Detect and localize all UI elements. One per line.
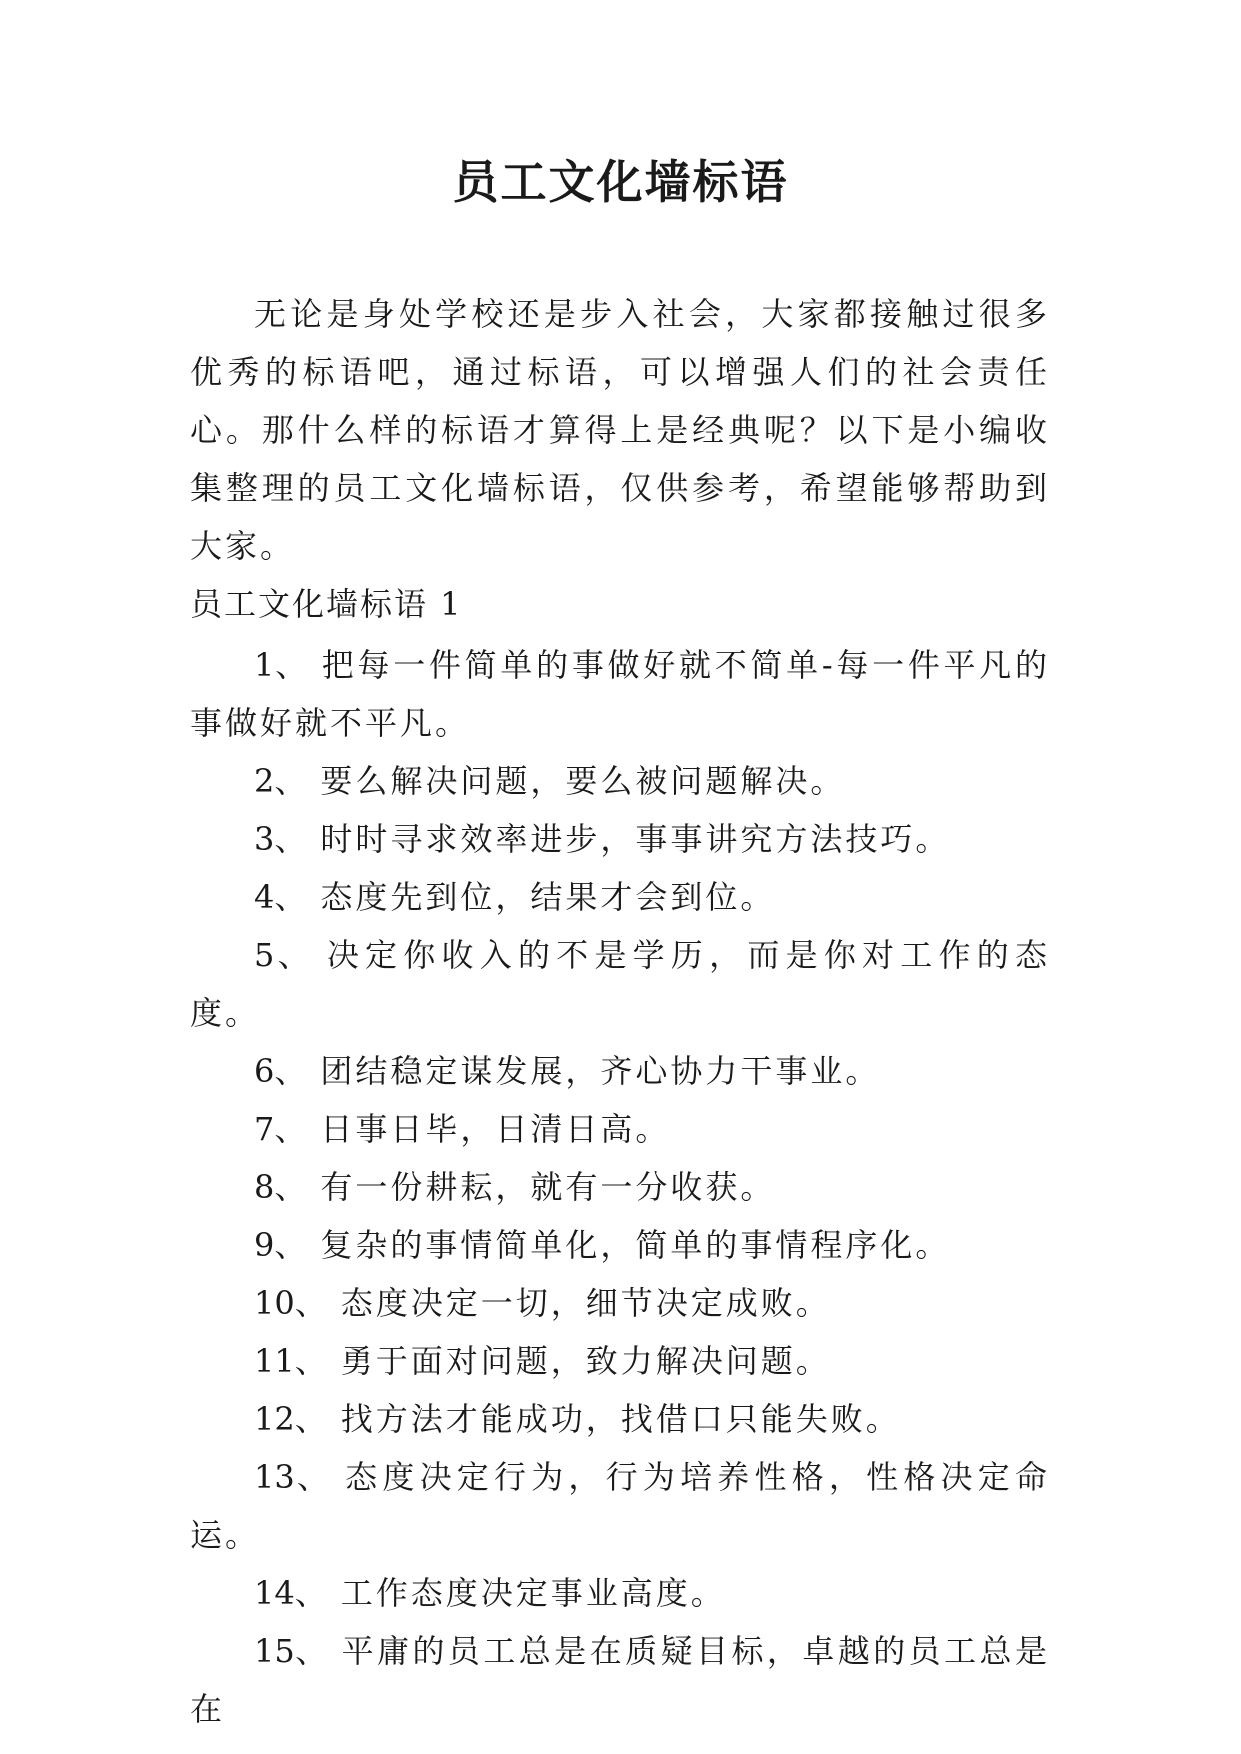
- list-item: [190, 1332, 1050, 1390]
- list-item: [190, 868, 1050, 926]
- item-text: 工作态度决定事业高度。: [340, 1574, 726, 1612]
- item-text: 态度决定一切，细节决定成败。: [340, 1284, 831, 1322]
- item-text: 决定你收入的不是学历，而是你对工作的态度。: [190, 936, 1050, 1032]
- item-text: 找方法才能成功，找借口只能失败。: [340, 1400, 901, 1438]
- list-item: [190, 1100, 1050, 1158]
- list-item: [190, 1274, 1050, 1332]
- list-item: [190, 926, 1050, 1042]
- item-text: 把每一件简单的事做好就不简单-每一件平凡的事做好就不平凡。: [190, 646, 1050, 742]
- list-item: [190, 752, 1050, 810]
- item-text: 时时寻求效率进步，事事讲究方法技巧。: [320, 820, 951, 858]
- item-text: 复杂的事情简单化，简单的事情程序化。: [320, 1226, 951, 1264]
- section-heading: 员工文化墙标语 1: [190, 585, 463, 623]
- item-number: 9、: [254, 1226, 307, 1264]
- page-title: 员工文化墙标语: [452, 155, 789, 209]
- list-item: [190, 636, 1050, 752]
- item-number: 5、: [254, 936, 313, 974]
- item-text: 勇于面对问题，致力解决问题。: [340, 1342, 831, 1380]
- item-number: 2、: [254, 762, 307, 800]
- item-text: 日事日毕，日清日高。: [320, 1110, 671, 1148]
- item-text: 平庸的员工总是在质疑目标，卓越的员工总是在: [190, 1632, 1050, 1728]
- item-text: 态度先到位，结果才会到位。: [320, 878, 776, 916]
- list-item: [190, 1448, 1050, 1564]
- item-text: 有一份耕耘，就有一分收获。: [320, 1168, 776, 1206]
- item-text: 态度决定行为，行为培养性格，性格决定命运。: [190, 1458, 1050, 1554]
- list-item: [190, 1622, 1050, 1738]
- item-number: 1、: [254, 646, 308, 684]
- intro-paragraph: 无论是身处学校还是步入社会，大家都接触过很多优秀的标语吧，通过标语，可以增强人们的社会责任心。那什么样的标语才算得上是经典呢？以下是小编收集整理的员工文化墙标语，仅供参考，希望能够帮助到大家。: [190, 295, 1050, 565]
- item-number: 6、: [254, 1052, 307, 1090]
- item-number: 3、: [254, 820, 307, 858]
- list-item: [190, 810, 1050, 868]
- item-number: 8、: [254, 1168, 307, 1206]
- list-item: [190, 1216, 1050, 1274]
- list-item: [190, 1390, 1050, 1448]
- item-text: 团结稳定谋发展，齐心协力干事业。: [320, 1052, 881, 1090]
- list-item: [190, 1564, 1050, 1622]
- item-number: 15、: [254, 1632, 328, 1670]
- slogan-list: [190, 636, 1050, 1738]
- item-number: 4、: [254, 878, 307, 916]
- list-item: [190, 1158, 1050, 1216]
- item-text: 要么解决问题，要么被问题解决。: [320, 762, 846, 800]
- list-item: [190, 1042, 1050, 1100]
- item-number: 10、: [254, 1284, 327, 1322]
- item-number: 13、: [254, 1458, 332, 1496]
- item-number: 7、: [254, 1110, 307, 1148]
- item-number: 11、: [254, 1342, 327, 1380]
- item-number: 14、: [254, 1574, 327, 1612]
- item-number: 12、: [254, 1400, 327, 1438]
